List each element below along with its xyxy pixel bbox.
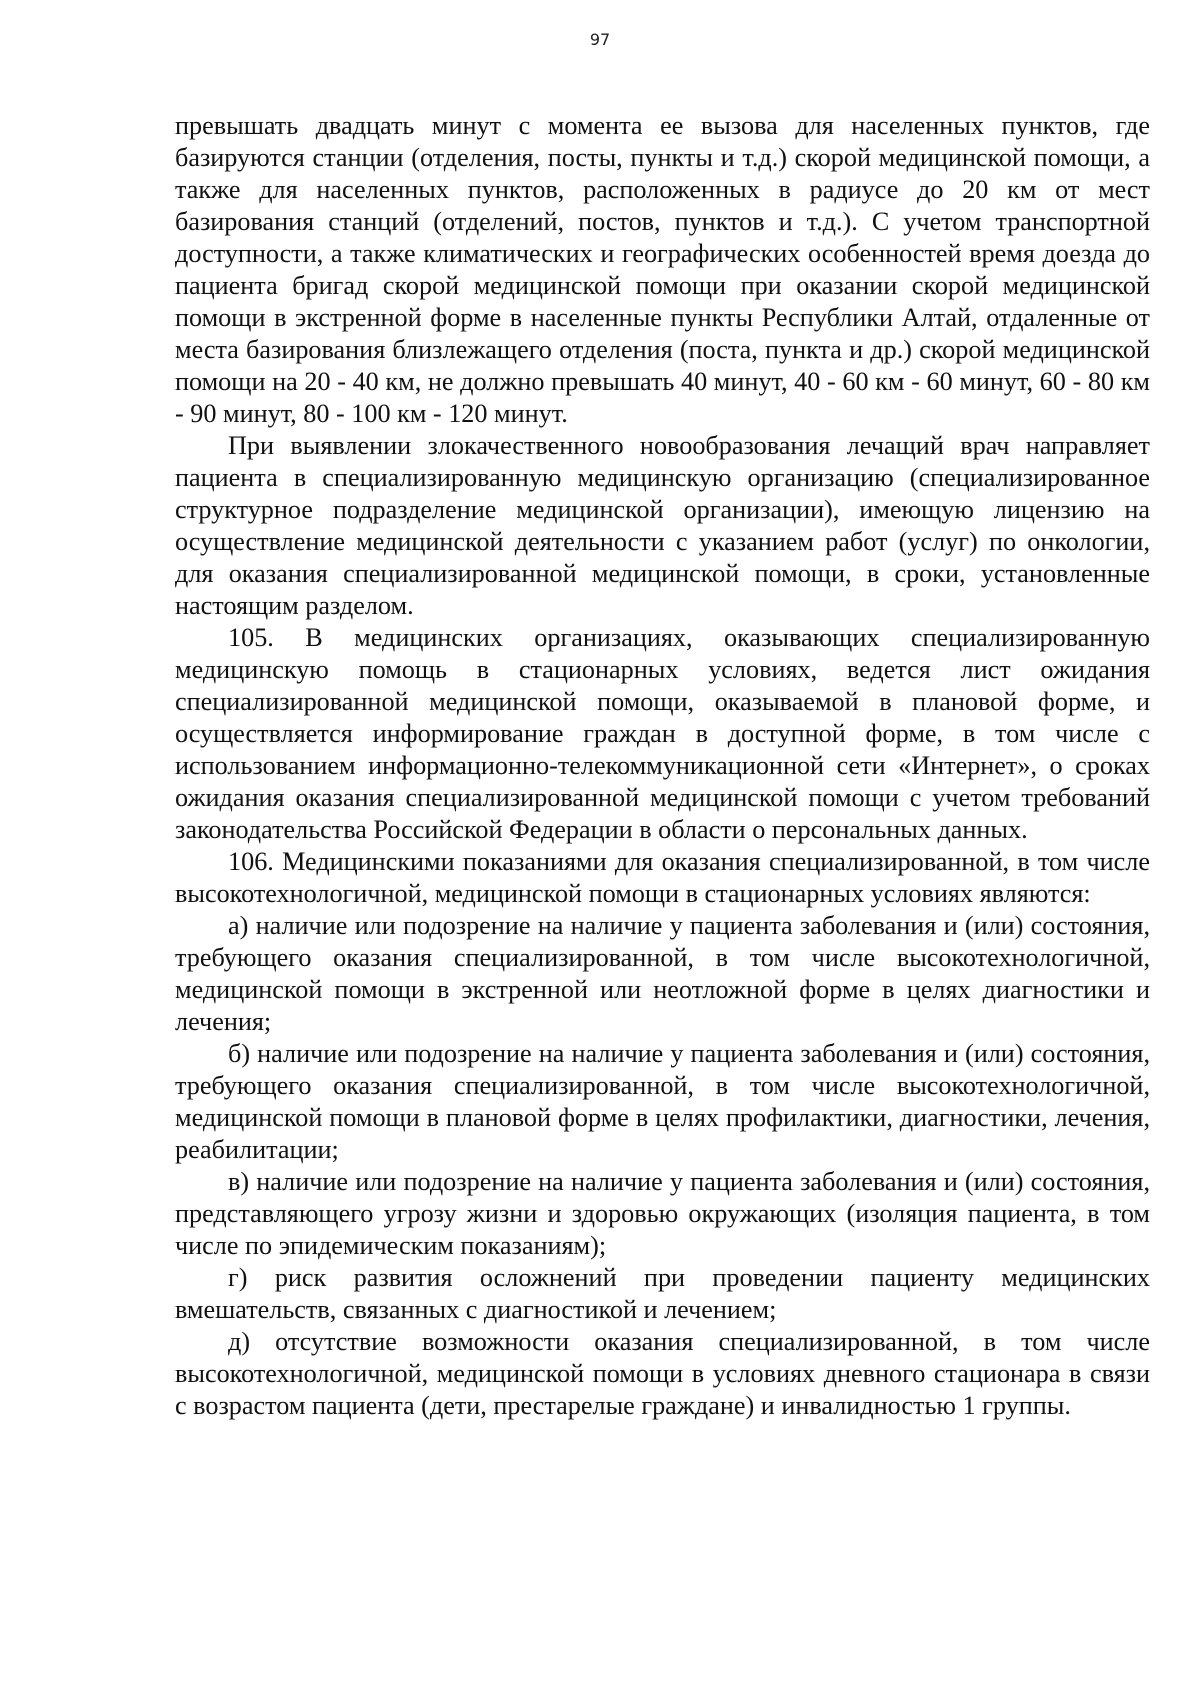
page-number: 97 [589, 30, 611, 49]
list-item-a: а) наличие или подозрение на наличие у пациента заболевания и (или) состояния, требующего оказания специализированной, в том числе высокотехнологичной, медицинской помощи в экстренной или неотложной форме в целях диагностики и лечения; [175, 911, 1150, 1036]
list-item-d: д) отсутствие возможности оказания специализированной, в том числе высокотехнологичной, медицинской помощи в условиях дневного стационара в связи с возрастом пациента (дети, престарелые граждане) и инвалидностью 1 группы. [175, 1327, 1150, 1420]
paragraph-105-waiting-list: 105. В медицинских организациях, оказывающих специализированную медицинскую помощь в стационарных условиях, ведется лист ожидания специализированной медицинской помощи, оказываемой в плановой форме, и осуществляется информирование граждан в доступной форме, в том числе с использованием информационно-телекоммуникационной сети «Интернет», о сроках ожидания оказания специализированной медицинской помощи с учетом требований законодательства Российской Федерации в области о персональных данных. [175, 623, 1150, 844]
paragraph-continuation: превышать двадцать минут с момента ее вызова для населенных пунктов, где базируются станции (отделения, посты, пункты и т.д.) скорой медицинской помощи, а также для населенных пунктов, расположенных в радиусе до 20 км от мест базирования станций (отделений, постов, пунктов и т.д.). С учетом транспортной доступности, а также климатических и географических особенностей время доезда до пациента бригад скорой медицинской помощи при оказании скорой медицинской помощи в экстренной форме в населенные пункты Республики Алтай, отдаленные от места базирования близлежащего отделения (поста, пункта и др.) скорой медицинской помощи на 20 - 40 км, не должно превышать 40 минут, 40 - 60 км - 60 минут, 60 - 80 км - 90 минут, 80 - 100 км - 120 минут. [175, 111, 1150, 428]
paragraph-oncology-referral: При выявлении злокачественного новообразования лечащий врач направляет пациента в специализированную медицинскую организацию (специализированное структурное подразделение медицинской организации), имеющую лицензию на осуществление медицинской деятельности с указанием работ (услуг) по онкологии, для оказания специализированной медицинской помощи, в сроки, установленные настоящим разделом. [175, 431, 1150, 620]
list-item-v: в) наличие или подозрение на наличие у пациента заболевания и (или) состояния, представляющего угрозу жизни и здоровью окружающих (изоляция пациента, в том числе по эпидемическим показаниям); [175, 1167, 1150, 1260]
list-item-g: г) риск развития осложнений при проведении пациенту медицинских вмешательств, связанных с диагностикой и лечением; [175, 1263, 1150, 1324]
document-body [175, 110, 1150, 1422]
list-item-b: б) наличие или подозрение на наличие у пациента заболевания и (или) состояния, требующего оказания специализированной, в том числе высокотехнологичной, медицинской помощи в плановой форме в целях профилактики, диагностики, лечения, реабилитации; [175, 1039, 1150, 1164]
paragraph-106-indications: 106. Медицинскими показаниями для оказания специализированной, в том числе высокотехнологичной, медицинской помощи в стационарных условиях являются: [175, 847, 1150, 908]
